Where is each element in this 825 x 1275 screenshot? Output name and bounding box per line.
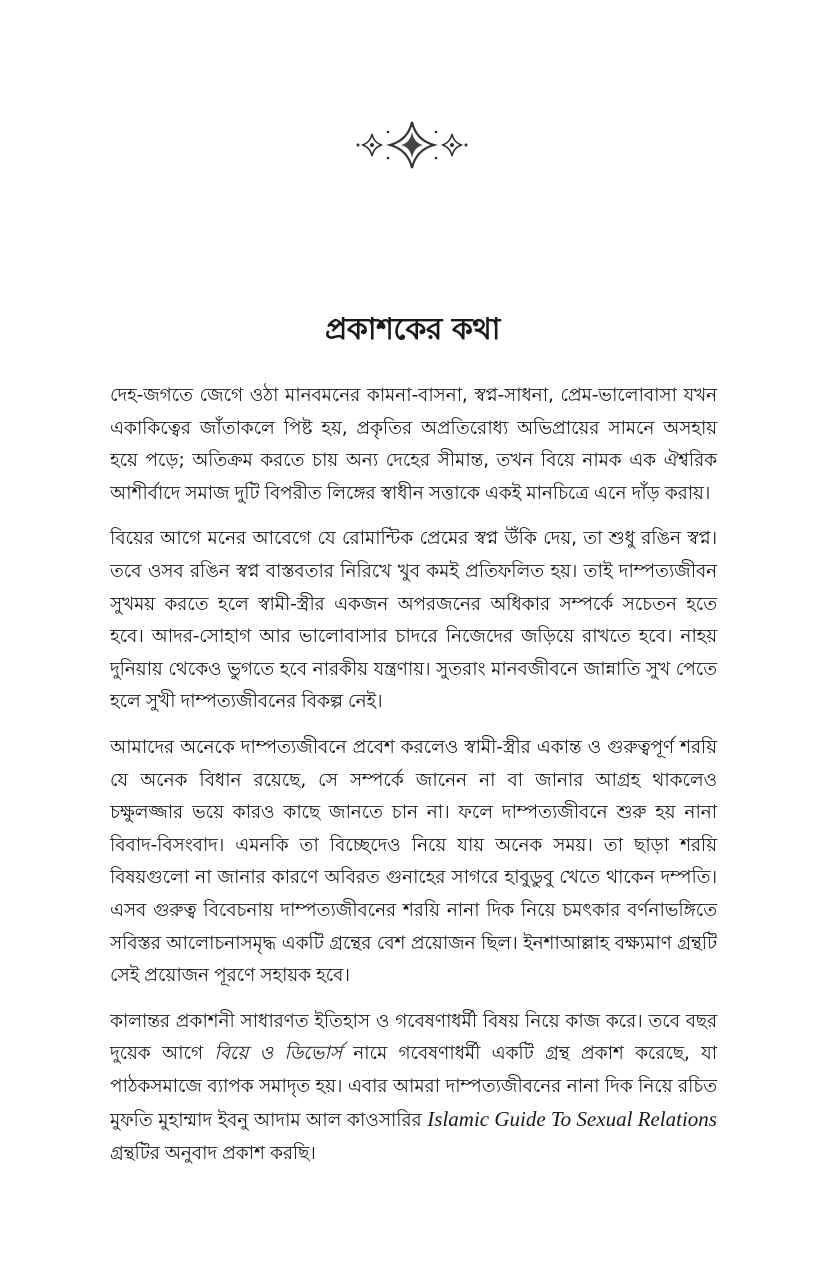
paragraph-4 xyxy=(110,1006,717,1171)
body-text xyxy=(110,380,717,1184)
paragraph-4-part-2: নামে গবেষণাধর্মী একটি গ্রন্থ প্রকাশ করেছে, যা পাঠকসমাজে ব্যাপক সমাদৃত হয়। এবার আমরা দাম্পত্যজীবনের নানা দিক নিয়ে রচিত মুফতি মুহাম্মাদ ইবনু আদাম আল কাওসারির xyxy=(110,1043,717,1132)
page-title: প্রকাশকের কথা xyxy=(325,312,500,347)
diamond-star-ornament-icon xyxy=(352,118,472,172)
paragraph-1: দেহ-জগতে জেগে ওঠা মানবমনের কামনা-বাসনা, স্বপ্ন-সাধনা, প্রেম-ভালোবাসা যখন একাকিত্বের জাঁতাকলে পিষ্ট হয়, প্রকৃতির অপ্রতিরোধ্য অভিপ্রায়ের সামনে অসহায় হয়ে পড়ে; অতিক্রম করতে চায় অন্য দেহের সীমান্ত, তখন বিয়ে নামক এক ঐশ্বরিক আশীর্বাদে সমাজ দুটি বিপরীত লিঙ্গের স্বাধীন সত্তাকে একই মানচিত্রে এনে দাঁড় করায়। xyxy=(110,385,717,504)
book-title-english: Islamic Guide To Sexual Relations xyxy=(427,1107,717,1132)
book-title-bengali: বিয়ে ও ডিভোর্স xyxy=(214,1043,342,1065)
paragraph-3: আমাদের অনেকে দাম্পত্যজীবনে প্রবেশ করলেও স্বামী-স্ত্রীর একান্ত ও গুরুত্বপূর্ণ শরয়ি যে অনেক বিধান রয়েছে, সে সম্পর্কে জানেন না বা জানার আগ্রহ থাকলেও চক্ষুলজ্জার ভয়ে কারও কাছে জানতে চান না। ফলে দাম্পত্যজীবনে শুরু হয় নানা বিবাদ-বিসংবাদ। এমনকি তা বিচ্ছেদেও নিয়ে যায় অনেক সময়। তা ছাড়া শরয়ি বিষয়গুলো না জানার কারণে অবিরত গুনাহের সাগরে হাবুডুবু খেতে থাকেন দম্পতি। এসব গুরুত্ব বিবেচনায় দাম্পত্যজীবনের শরয়ি নানা দিক নিয়ে চমৎকার বর্ণনাভঙ্গিতে সবিস্তর আলোচনাসমৃদ্ধ একটি গ্রন্থের বেশ প্রয়োজন ছিল। ইনশাআল্লাহ বক্ষ্যমাণ গ্রন্থটি সেই প্রয়োজন পূরণে সহায়ক হবে। xyxy=(110,736,717,987)
ornament-icon xyxy=(352,118,472,172)
paragraph-4-part-3: গ্রন্থটির অনুবাদ প্রকাশ করছি। xyxy=(110,1143,316,1165)
paragraph-2: বিয়ের আগে মনের আবেগে যে রোমান্টিক প্রেমের স্বপ্ন উঁকি দেয়, তা শুধু রঙিন স্বপ্ন। তবে ওসব রঙিন স্বপ্ন বাস্তবতার নিরিখে খুব কমই প্রতিফলিত হয়। তাই দাম্পত্যজীবন সুখময় করতে হলে স্বামী-স্ত্রীর একজন অপরজনের অধিকার সম্পর্কে সচেতন হতে হবে। আদর-সোহাগ আর ভালোবাসার চাদরে নিজেদের জড়িয়ে রাখতে হবে। নাহয় দুনিয়ায় থেকেও ভুগতে হবে নারকীয় যন্ত্রণায়। সুতরাং মানবজীবনে জান্নাতি সুখ পেতে হলে সুখী দাম্পত্যজীবনের বিকল্প নেই। xyxy=(110,528,717,713)
paragraph-4-part-1: কালান্তর প্রকাশনী সাধারণত ইতিহাস ও গবেষণাধর্মী বিষয় নিয়ে কাজ করে। তবে বছর দুয়েক আগে xyxy=(110,1010,717,1065)
